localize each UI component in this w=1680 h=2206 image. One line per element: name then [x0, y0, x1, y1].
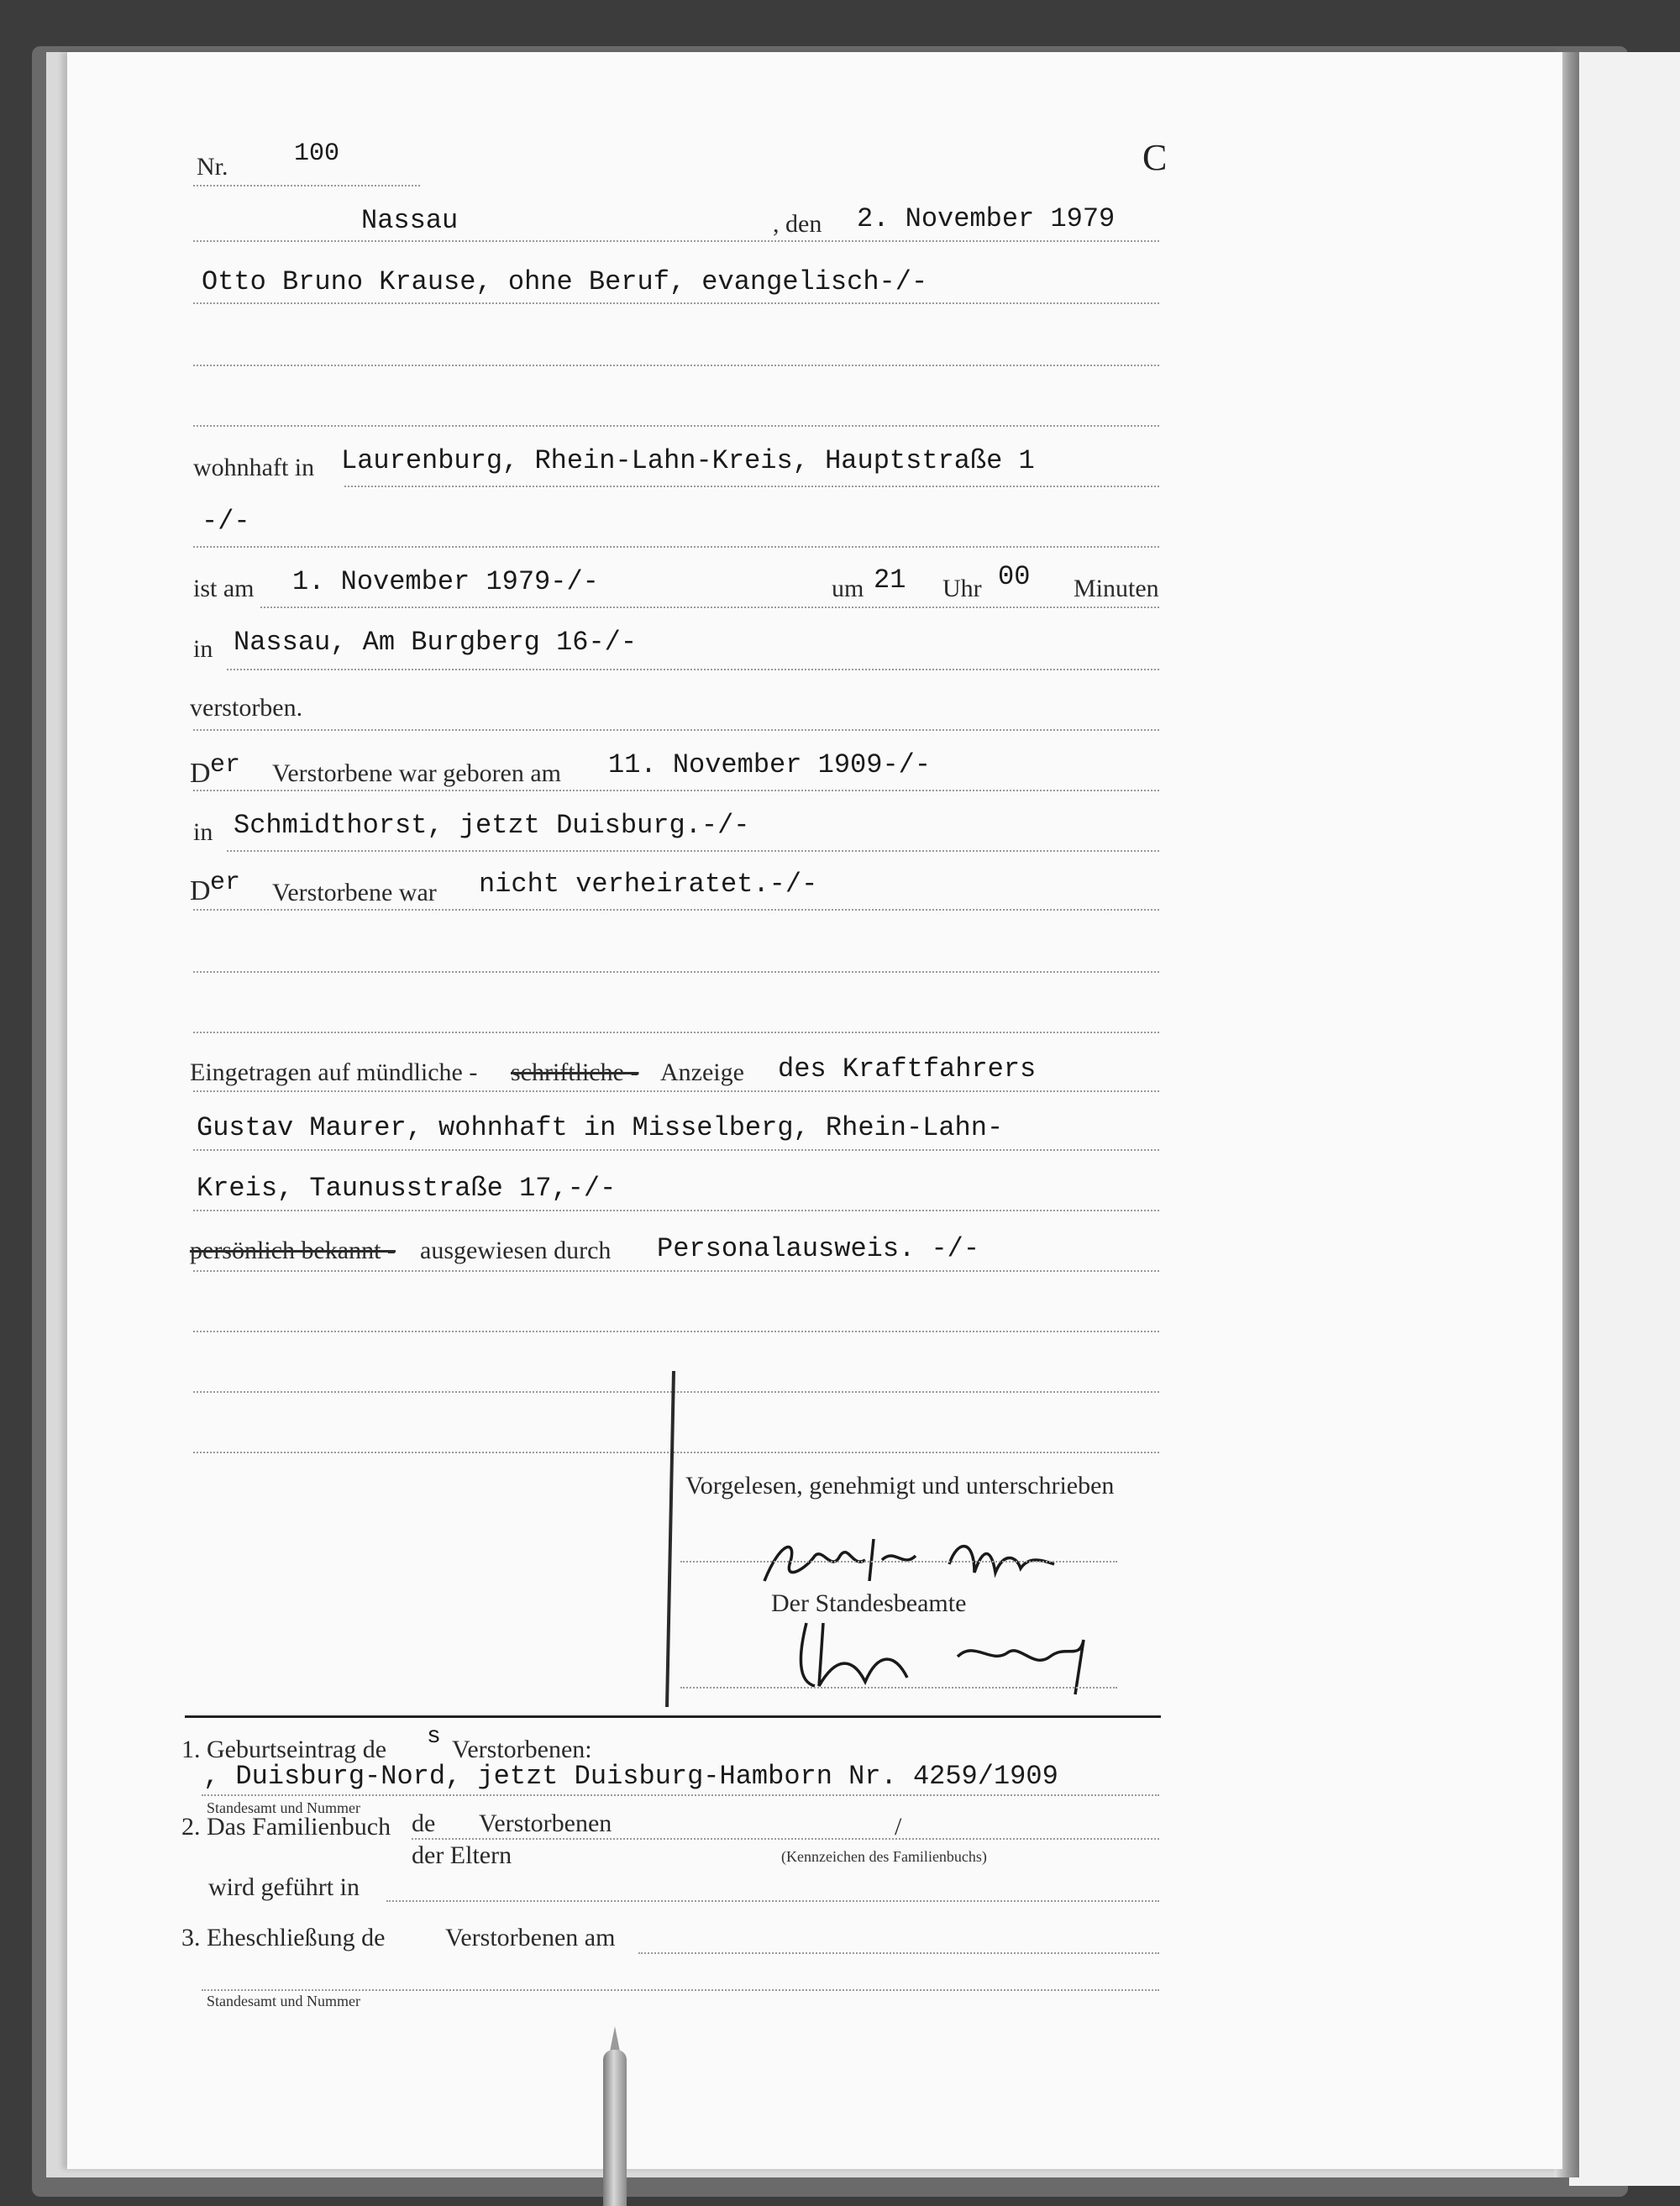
id-label: ausgewiesen durch [420, 1237, 612, 1264]
informant-line-3: Kreis, Taunusstraße 17,-/- [197, 1173, 617, 1204]
death-place-line [227, 669, 1159, 670]
birth-place-line [227, 850, 1159, 852]
death-date: 1. November 1979-/- [292, 566, 599, 597]
register-page [67, 52, 1562, 2169]
standesamt-label-2: Standesamt und Nummer [207, 1993, 360, 2009]
den-label: , den [773, 210, 822, 238]
nr-line [193, 185, 420, 186]
closing-statement: Vorgelesen, genehmigt und unterschrieben [685, 1472, 1115, 1500]
birth-article-prefix: D [190, 758, 211, 789]
item3-suffix: Verstorbenen am [445, 1924, 616, 1951]
registrar-signature-stroke [655, 1363, 689, 1715]
residence-line [344, 486, 1159, 487]
marital-article-typed: er [210, 869, 241, 897]
birth-date: 11. November 1909-/- [608, 749, 932, 780]
marital-line [193, 909, 1159, 911]
registration-line-2 [193, 1149, 1159, 1151]
wohnhaft-label: wohnhaft in [193, 454, 315, 481]
minuten-label: Minuten [1074, 575, 1159, 602]
item3-line-2 [202, 1989, 1159, 1991]
registration-label-struck: schriftliche - [511, 1058, 639, 1086]
nr-label: Nr. [197, 153, 228, 181]
id-struck: persönlich bekannt - [190, 1237, 396, 1264]
residence-value: Laurenburg, Rhein-Lahn-Kreis, Hauptstraße 1 [341, 445, 1035, 476]
wird-gefuehrt-label: wird geführt in [208, 1873, 360, 1901]
facing-page [1569, 52, 1680, 2186]
footer-divider [185, 1715, 1161, 1718]
death-in-label: in [193, 635, 213, 663]
id-value: Personalausweis. -/- [657, 1233, 980, 1264]
birth-label: Verstorbene war geboren am [272, 759, 562, 787]
item3-line [638, 1952, 1159, 1954]
item2-label: 2. Das Familienbuch [181, 1813, 391, 1841]
verstorben-line [193, 729, 1159, 731]
item1-label: 1. Geburtseintrag de [181, 1736, 387, 1763]
verstorben-label: verstorben. [190, 694, 303, 722]
register-letter: C [1142, 137, 1168, 178]
birth-in-label: in [193, 818, 213, 846]
item3-label: 3. Eheschließung de [181, 1924, 386, 1951]
name-line [193, 302, 1159, 304]
registrar-signature [790, 1606, 1109, 1699]
item2-de: de [412, 1809, 436, 1837]
item1-suffix: Verstorbenen: [452, 1736, 592, 1763]
registrar-signature-line [680, 1687, 1117, 1689]
death-date-line [260, 607, 1159, 608]
informant-line-2: Gustav Maurer, wohnhaft in Misselberg, Rhein-Lahn- [197, 1112, 1004, 1143]
item1-typed: s [427, 1724, 441, 1750]
blank-line-1 [193, 365, 1159, 366]
informant-signature [756, 1522, 1075, 1598]
place-value: Nassau [361, 205, 459, 236]
death-place: Nassau, Am Burgberg 16-/- [234, 627, 638, 658]
ist-am-label: ist am [193, 575, 255, 602]
informant-line-1: des Kraftfahrers [778, 1053, 1037, 1085]
kennzeichen-label: (Kennzeichen des Familienbuchs) [781, 1848, 987, 1865]
residence-cont: -/- [202, 506, 250, 537]
marital-blank-1 [193, 971, 1159, 973]
registrar-label: Der Standesbeamte [771, 1589, 967, 1617]
place-date-line [193, 240, 1159, 242]
marital-label: Verstorbene war [272, 879, 437, 906]
birth-date-line [193, 790, 1159, 791]
pen-tip [610, 2026, 620, 2051]
registration-label-prefix: Eingetragen auf mündliche - [190, 1058, 478, 1086]
item2-eltern: der Eltern [412, 1841, 512, 1869]
nr-value: 100 [294, 139, 340, 168]
informant-signature-line [680, 1561, 1117, 1563]
item2-verstorbenen: Verstorbenen [479, 1809, 612, 1837]
registration-line-3 [193, 1210, 1159, 1211]
marital-blank-2 [193, 1032, 1159, 1033]
marital-status: nicht verheiratet.-/- [479, 869, 818, 900]
item1-line [202, 1794, 1159, 1796]
deceased-name: Otto Bruno Krause, ohne Beruf, evangelisch-/- [202, 266, 928, 297]
blank-line-2 [193, 425, 1159, 427]
item1-value: , Duisburg-Nord, jetzt Duisburg-Hamborn Nr. 4259/1909 [203, 1761, 1058, 1792]
birth-article-typed: er [210, 751, 241, 780]
item2-line [412, 1838, 1159, 1840]
pen [603, 2050, 627, 2206]
death-minutes: 00 [998, 561, 1031, 592]
birth-place: Schmidthorst, jetzt Duisburg.-/- [234, 810, 750, 841]
um-label: um [832, 575, 864, 602]
registration-label-suffix: Anzeige [660, 1058, 744, 1086]
uhr-label: Uhr [942, 575, 982, 602]
kennzeichen-slash: / [895, 1813, 902, 1841]
standesamt-label-1: Standesamt und Nummer [207, 1799, 360, 1816]
id-blank-1 [193, 1331, 1159, 1332]
registration-line-1 [193, 1090, 1159, 1092]
marital-article-prefix: D [190, 875, 211, 906]
wird-gefuehrt-line [386, 1900, 1159, 1902]
residence-cont-line [193, 546, 1159, 548]
death-hour: 21 [874, 565, 906, 596]
date-value: 2. November 1979 [857, 203, 1116, 234]
id-line [193, 1270, 1159, 1272]
